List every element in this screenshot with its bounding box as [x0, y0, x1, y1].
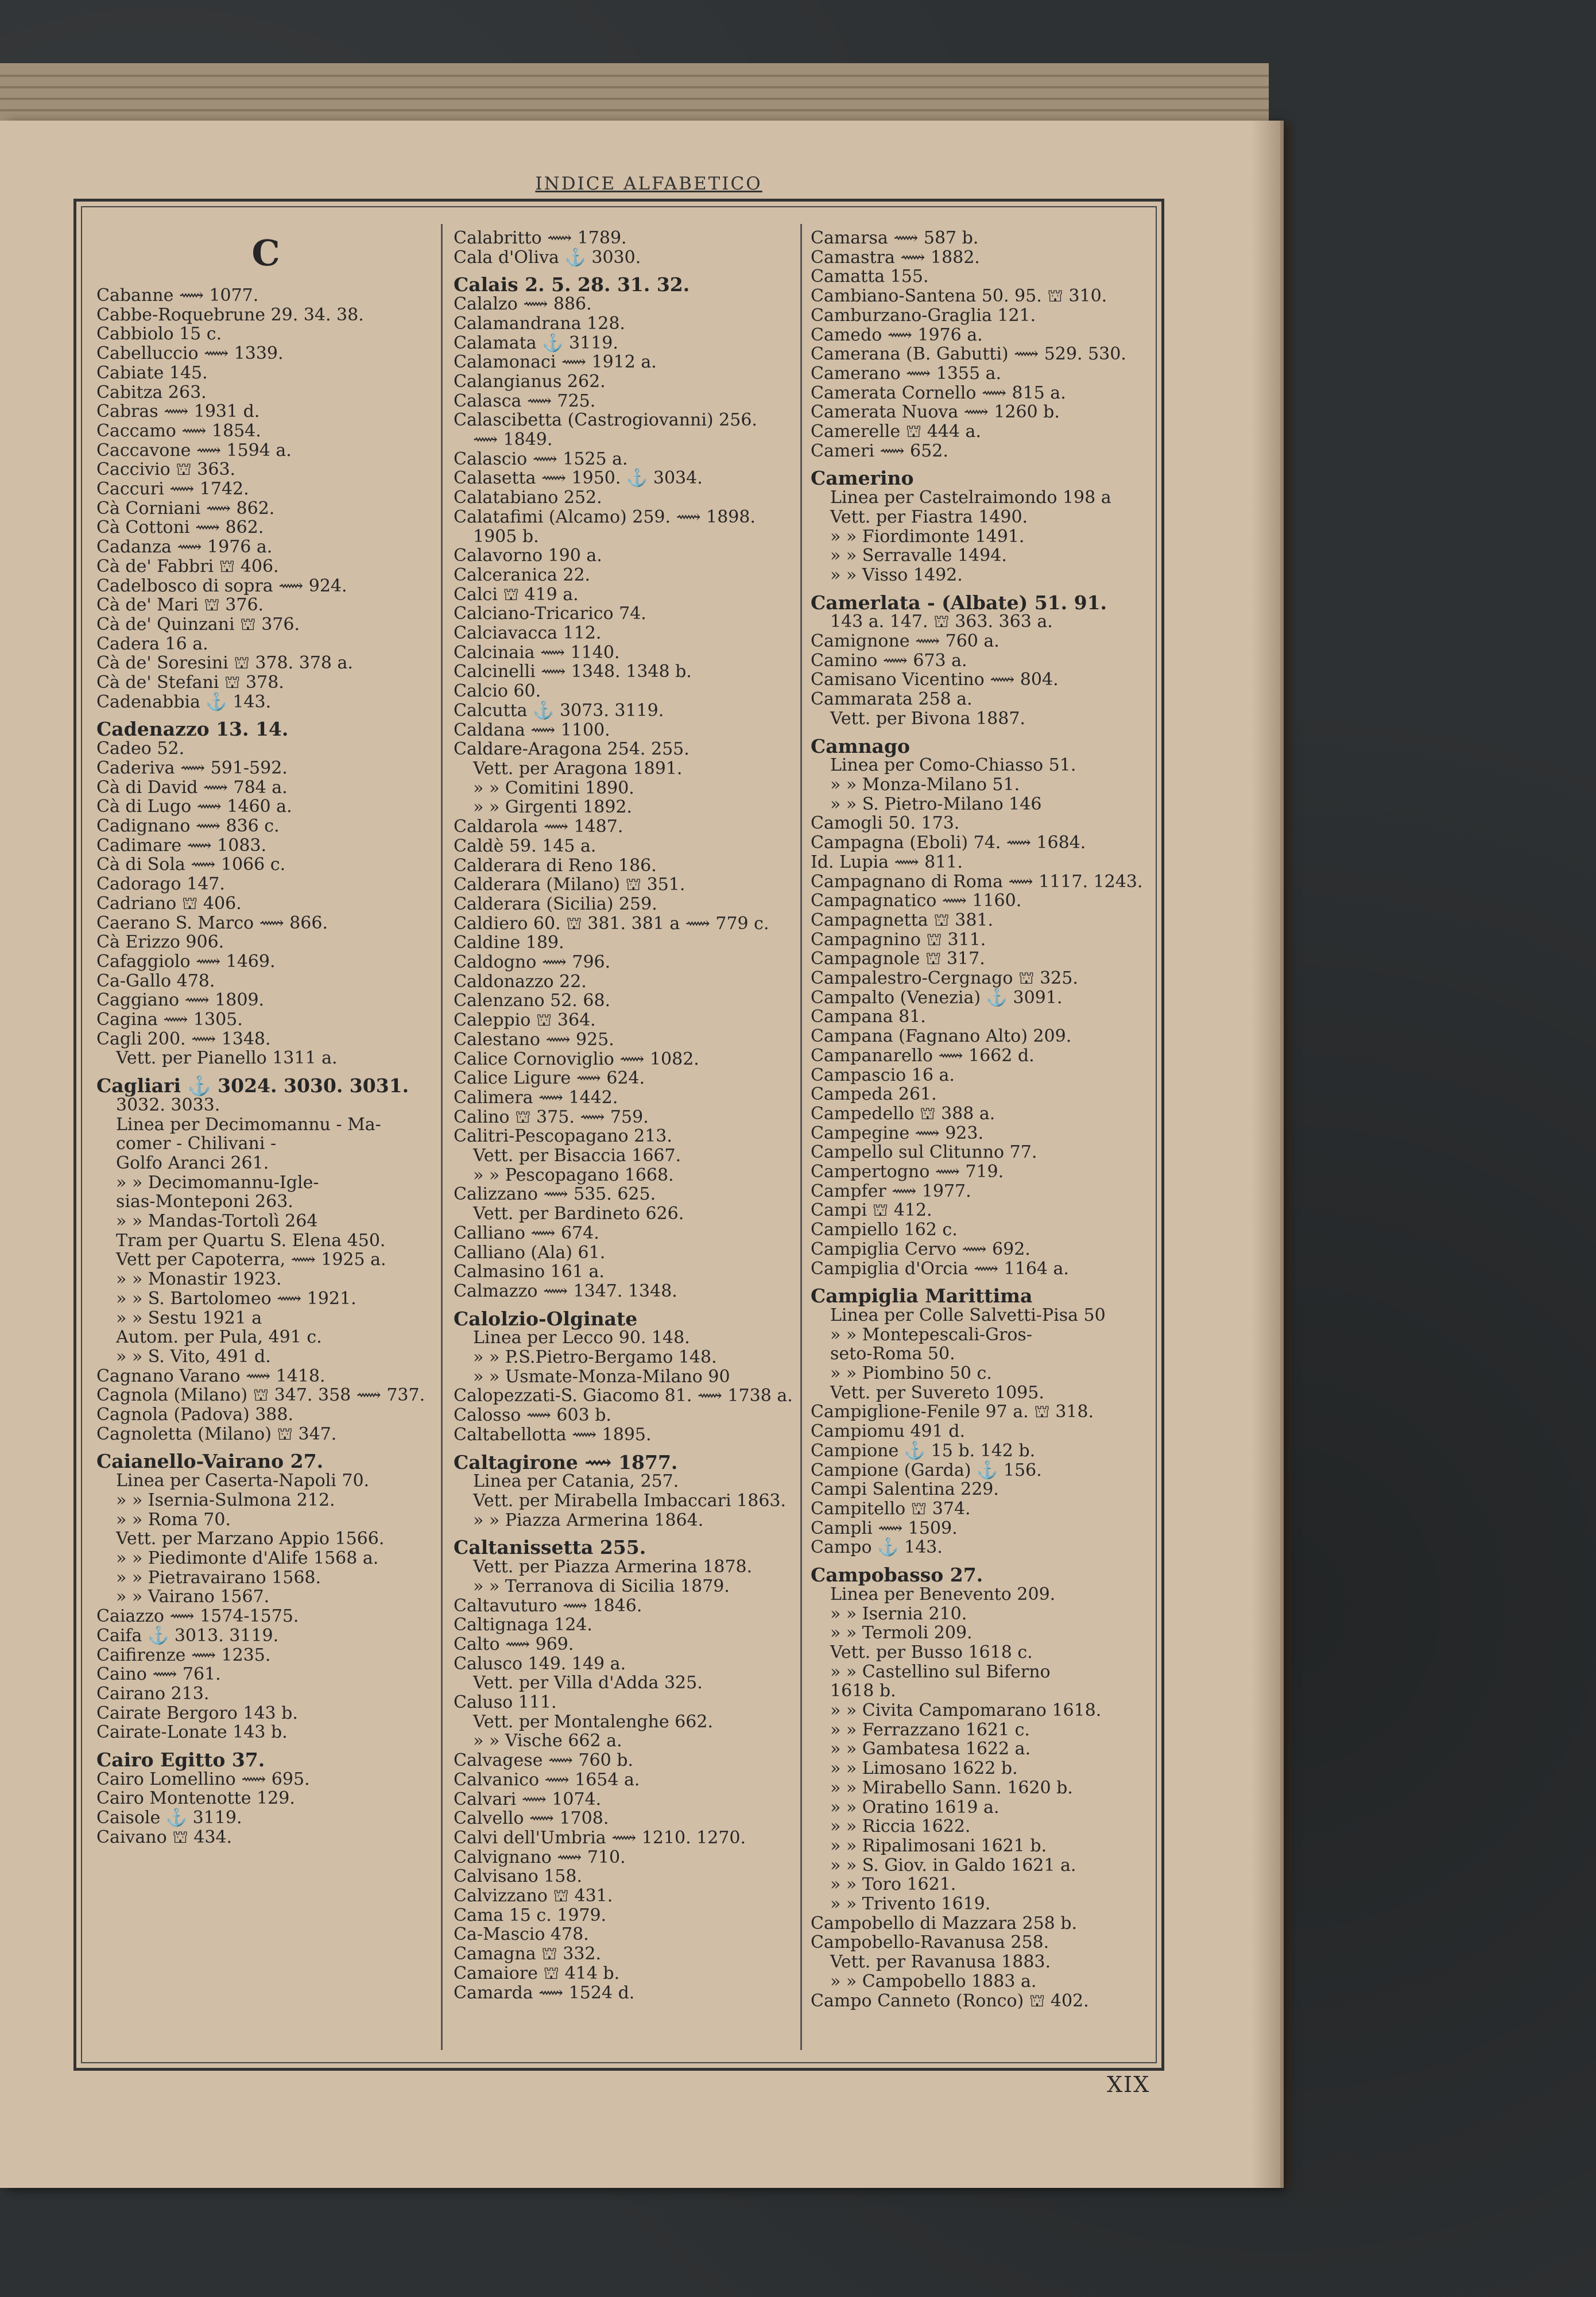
index-entry: Caccuri ⟿ 1742.: [96, 479, 249, 500]
index-entry: Campobasso 27.: [811, 1564, 983, 1587]
index-entry: Campanarello ⟿ 1662 d.: [811, 1045, 1035, 1066]
index-entry: Calciavacca 112.: [454, 623, 602, 644]
index-entry: Campertogno ⟿ 719.: [811, 1162, 1004, 1182]
index-entry: Caldana ⟿ 1100.: [454, 720, 610, 740]
index-entry: Cagina ⟿ 1305.: [96, 1010, 243, 1030]
index-entry: Caldè 59. 145 a.: [454, 836, 596, 856]
index-entry: Cadanza ⟿ 1976 a.: [96, 537, 273, 558]
index-entry: Vett. per Ravanusa 1883.: [830, 1952, 1051, 1973]
index-entry: Caccamo ⟿ 1854.: [96, 420, 261, 441]
index-entry: Campli ⟿ 1509.: [811, 1518, 958, 1538]
index-entry: Caltagirone ⟿ 1877.: [454, 1451, 678, 1474]
index-entry: Cadriano ⛫ 406.: [96, 893, 242, 914]
index-entry: » » Campobello 1883 a.: [830, 1971, 1037, 1991]
index-entry: comer - Chilivani -: [116, 1134, 277, 1154]
index-entry: Caiazzo ⟿ 1574-1575.: [96, 1606, 299, 1627]
index-entry: Calvi dell'Umbria ⟿ 1210. 1270.: [454, 1827, 746, 1848]
index-entry: Cagnoletta (Milano) ⛫ 347.: [96, 1424, 337, 1444]
index-entry: Camogli 50. 173.: [811, 813, 960, 834]
index-entry: Caluso 111.: [454, 1692, 557, 1713]
index-entry: » » Termoli 209.: [830, 1623, 973, 1644]
index-entry: Campalestro-Cergnago ⛫ 325.: [811, 968, 1078, 989]
index-entry: Cadenazzo 13. 14.: [96, 718, 289, 741]
index-entry: Camagna ⛫ 332.: [454, 1944, 602, 1965]
index-entry: Linea per Benevento 209.: [830, 1584, 1056, 1604]
column-divider: [800, 224, 802, 2050]
index-entry: Camisano Vicentino ⟿ 804.: [811, 670, 1059, 690]
index-entry: Cagliari ⚓ 3024. 3030. 3031.: [96, 1074, 409, 1097]
index-entry: Calino ⛫ 375. ⟿ 759.: [454, 1107, 649, 1127]
index-entry: Calangianus 262.: [454, 371, 606, 392]
index-entry: Campo ⚓ 143.: [811, 1537, 943, 1558]
index-entry: Calcutta ⚓ 3073. 3119.: [454, 700, 664, 721]
index-entry: Cabitza 263.: [96, 382, 207, 403]
index-entry: Caccavone ⟿ 1594 a.: [96, 440, 292, 461]
index-column-1: [96, 229, 435, 2049]
index-entry: » » Piedimonte d'Alife 1568 a.: [116, 1548, 379, 1568]
index-entry: Linea per Catania, 257.: [473, 1471, 679, 1492]
index-entry: Campione (Garda) ⚓ 156.: [811, 1460, 1042, 1480]
index-entry: Cadenabbia ⚓ 143.: [96, 691, 272, 712]
index-entry: Cà di David ⟿ 784 a.: [96, 777, 288, 798]
index-entry: Caltanissetta 255.: [454, 1536, 646, 1559]
index-entry: Campiglia Cervo ⟿ 692.: [811, 1239, 1031, 1259]
index-entry: Camedo ⟿ 1976 a.: [811, 324, 983, 345]
index-entry: Calusco 149. 149 a.: [454, 1653, 626, 1674]
index-entry: Calascibetta (Castrogiovanni) 256.: [454, 410, 757, 431]
index-entry: Linea per Lecco 90. 148.: [473, 1328, 690, 1348]
index-entry: Calatabiano 252.: [454, 488, 602, 508]
index-entry: Camerlata - (Albate) 51. 91.: [811, 591, 1107, 614]
index-entry: Caifa ⚓ 3013. 3119.: [96, 1625, 279, 1646]
index-entry: Campana (Fagnano Alto) 209.: [811, 1026, 1072, 1047]
index-entry: seto-Roma 50.: [830, 1344, 955, 1364]
index-entry: Calvizzano ⛫ 431.: [454, 1886, 613, 1907]
index-entry: » » Terranova di Sicilia 1879.: [473, 1576, 730, 1596]
index-entry: Campi Salentina 229.: [811, 1479, 999, 1500]
index-entry: Autom. per Pula, 491 c.: [116, 1327, 322, 1348]
index-entry: Cambiano-Santena 50. 95. ⛫ 310.: [811, 286, 1107, 307]
index-entry: Caifirenze ⟿ 1235.: [96, 1645, 271, 1665]
index-entry: Caggiano ⟿ 1809.: [96, 990, 265, 1011]
index-entry: Campalto (Venezia) ⚓ 3091.: [811, 987, 1063, 1008]
index-entry: Calasetta ⟿ 1950. ⚓ 3034.: [454, 468, 703, 489]
index-entry: Cairate-Lonate 143 b.: [96, 1722, 288, 1743]
index-entry: Calvignano ⟿ 710.: [454, 1847, 626, 1867]
index-entry: » » Mandas-Tortolì 264: [116, 1211, 318, 1232]
index-entry: Calavorno 190 a.: [454, 546, 602, 566]
index-entry: Campione ⚓ 15 b. 142 b.: [811, 1440, 1036, 1461]
index-entry: Linea per Como-Chiasso 51.: [830, 755, 1076, 776]
index-entry: 3032. 3033.: [116, 1095, 220, 1115]
index-entry: Vett. per Bisaccia 1667.: [473, 1146, 681, 1166]
index-entry: Cala d'Oliva ⚓ 3030.: [454, 247, 641, 268]
index-entry: » » Isernia-Sulmona 212.: [116, 1490, 335, 1510]
index-entry: Camerino: [811, 467, 914, 490]
index-entry: Campegine ⟿ 923.: [811, 1123, 983, 1143]
index-entry: Cabbiolo 15 c.: [96, 324, 222, 345]
index-entry: Cabiate 145.: [96, 362, 208, 383]
index-entry: Cadignano ⟿ 836 c.: [96, 815, 280, 836]
index-entry: Vett. per Bivona 1887.: [830, 708, 1025, 729]
running-head: INDICE ALFABETICO: [535, 173, 762, 194]
index-entry: Caleppio ⛫ 364.: [454, 1010, 596, 1031]
index-entry: Campiomu 491 d.: [811, 1421, 965, 1442]
index-entry: Vett. per Montalenghe 662.: [473, 1711, 714, 1732]
index-column-3: [811, 229, 1155, 2049]
index-entry: Cà de' Soresini ⛫ 378. 378 a.: [96, 653, 353, 674]
index-entry: » » Comitini 1890.: [473, 778, 634, 798]
page-gutter-shade: [1252, 121, 1292, 2188]
index-entry: Campiglione-Fenile 97 a. ⛫ 318.: [811, 1402, 1094, 1422]
index-entry: Cagnola (Padova) 388.: [96, 1405, 294, 1425]
index-entry: Camerata Cornello ⟿ 815 a.: [811, 382, 1066, 403]
index-entry: Vett per Capoterra, ⟿ 1925 a.: [116, 1250, 386, 1270]
index-entry: Cà Erizzo 906.: [96, 932, 224, 953]
index-entry: Cairano 213.: [96, 1683, 210, 1704]
index-entry: Calice Ligure ⟿ 624.: [454, 1068, 645, 1089]
index-entry: Campagnole ⛫ 317.: [811, 949, 985, 969]
index-entry: » » Decimomannu-Igle-: [116, 1172, 319, 1193]
index-entry: Calolzio-Olginate: [454, 1307, 638, 1330]
index-entry: » » Isernia 210.: [830, 1603, 967, 1624]
index-entry: » » Gambatesa 1622 a.: [830, 1739, 1031, 1760]
index-entry: Calimera ⟿ 1442.: [454, 1087, 618, 1108]
index-entry: Calvagese ⟿ 760 b.: [454, 1750, 633, 1771]
index-entry: Campiello 162 c.: [811, 1220, 958, 1240]
index-entry: Caivano ⛫ 434.: [96, 1827, 233, 1847]
index-entry: Calliano (Ala) 61.: [454, 1242, 606, 1263]
index-entry: Campello sul Clitunno 77.: [811, 1142, 1037, 1163]
index-entry: 143 a. 147. ⛫ 363. 363 a.: [830, 612, 1053, 632]
index-entry: Caldonazzo 22.: [454, 971, 587, 992]
index-entry: sias-Monteponi 263.: [116, 1192, 293, 1212]
index-entry: » » Vische 662 a.: [473, 1731, 622, 1751]
index-entry: Campagnino ⛫ 311.: [811, 929, 986, 950]
index-entry: Cairo Egitto 37.: [96, 1749, 265, 1772]
index-entry: » » Pietravairano 1568.: [116, 1567, 321, 1588]
index-entry: Calice Cornoviglio ⟿ 1082.: [454, 1049, 699, 1069]
index-entry: Calmasino 161 a.: [454, 1262, 605, 1282]
index-entry: Campagnetta ⛫ 381.: [811, 910, 994, 930]
index-entry: Caisole ⚓ 3119.: [96, 1808, 242, 1828]
index-entry: » » Girgenti 1892.: [473, 797, 633, 818]
index-entry: » » S. Vito, 491 d.: [116, 1346, 271, 1367]
index-entry: Cabanne ⟿ 1077.: [96, 285, 259, 306]
index-entry: Campana 81.: [811, 1007, 926, 1027]
index-entry: Calvanico ⟿ 1654 a.: [454, 1769, 640, 1790]
index-entry: Camerelle ⛫ 444 a.: [811, 421, 981, 442]
index-entry: Campitello ⛫ 374.: [811, 1499, 971, 1519]
index-entry: Campiglia Marittima: [811, 1285, 1033, 1308]
index-entry: Calceranica 22.: [454, 564, 591, 585]
index-entry: Calamandrana 128.: [454, 313, 625, 334]
index-entry: » » Vairano 1567.: [116, 1587, 270, 1607]
index-entry: » » Toro 1621.: [830, 1874, 956, 1895]
index-entry: » » Castellino sul Biferno: [830, 1661, 1051, 1682]
index-entry: Cadelbosco di sopra ⟿ 924.: [96, 575, 347, 596]
index-entry: Linea per Colle Salvetti-Pisa 50: [830, 1305, 1106, 1325]
index-entry: Caldine 189.: [454, 933, 564, 953]
index-entry: » » Ripalimosani 1621 b.: [830, 1835, 1047, 1856]
index-entry: Campeda 261.: [811, 1084, 937, 1105]
index-entry: » » Monza-Milano 51.: [830, 774, 1020, 795]
index-entry: Caldarola ⟿ 1487.: [454, 817, 623, 837]
index-entry: » » Montepescali-Gros-: [830, 1324, 1032, 1345]
index-entry: » » Serravalle 1494.: [830, 546, 1007, 566]
index-entry: Campedello ⛫ 388 a.: [811, 1103, 995, 1124]
index-entry: Vett. per Villa d'Adda 325.: [473, 1673, 703, 1693]
index-entry: » » Roma 70.: [116, 1509, 231, 1530]
index-entry: Campiglia d'Orcia ⟿ 1164 a.: [811, 1258, 1069, 1279]
index-entry: Ca-Gallo 478.: [96, 970, 215, 991]
index-entry: Campascio 16 a.: [811, 1065, 955, 1085]
index-entry: Caldare-Aragona 254. 255.: [454, 739, 689, 760]
index-entry: Campo Canneto (Ronco) ⛫ 402.: [811, 1990, 1089, 2011]
index-entry: Calalzo ⟿ 886.: [454, 294, 592, 315]
index-entry: Calenzano 52. 68.: [454, 991, 611, 1011]
index-entry: Cameri ⟿ 652.: [811, 440, 948, 461]
index-entry: Calamata ⚓ 3119.: [454, 332, 618, 353]
index-entry: Vett. per Fiastra 1490.: [830, 506, 1028, 527]
index-entry: Calosso ⟿ 603 b.: [454, 1405, 611, 1426]
index-entry: Cagli 200. ⟿ 1348.: [96, 1028, 271, 1049]
index-entry: Cabelluccio ⟿ 1339.: [96, 343, 284, 364]
index-entry: Camnago: [811, 734, 911, 757]
index-entry: Calestano ⟿ 925.: [454, 1029, 614, 1050]
index-entry: » » Trivento 1619.: [830, 1894, 991, 1915]
index-entry: » » Ferrazzano 1621 c.: [830, 1719, 1030, 1740]
index-entry: Caino ⟿ 761.: [96, 1664, 221, 1685]
index-entry: Calderara (Milano) ⛫ 351.: [454, 875, 685, 895]
index-entry: Linea per Castelraimondo 198 a: [830, 488, 1111, 508]
index-entry: Calcio 60.: [454, 681, 541, 702]
index-entry: Cà de' Fabbri ⛫ 406.: [96, 556, 279, 577]
index-entry: Cairo Lomellino ⟿ 695.: [96, 1769, 310, 1789]
index-entry: Calascio ⟿ 1525 a.: [454, 448, 628, 469]
index-entry: Caldiero 60. ⛫ 381. 381 a ⟿ 779 c.: [454, 913, 769, 934]
index-entry: Camaiore ⛫ 414 b.: [454, 1963, 620, 1983]
index-entry: Calderara (Sicilia) 259.: [454, 894, 657, 914]
index-entry: 1618 b.: [830, 1681, 896, 1702]
index-entry: » » Limosano 1622 b.: [830, 1758, 1018, 1779]
index-entry: Calcinaia ⟿ 1140.: [454, 642, 620, 663]
index-entry: Caianello-Vairano 27.: [96, 1450, 324, 1473]
index-entry: Calliano ⟿ 674.: [454, 1223, 599, 1243]
section-letter: C: [251, 232, 280, 274]
index-entry: Calderara di Reno 186.: [454, 855, 657, 876]
index-entry: Calciano-Tricarico 74.: [454, 604, 646, 624]
index-entry: Vett. per Suvereto 1095.: [830, 1382, 1044, 1403]
index-entry: Cà di Sola ⟿ 1066 c.: [96, 854, 286, 875]
index-entry: Vett. per Mirabella Imbaccari 1863.: [473, 1491, 787, 1511]
index-entry: » » Fiordimonte 1491.: [830, 526, 1025, 547]
index-entry: Campobello-Ravanusa 258.: [811, 1932, 1049, 1953]
page-number: XIX: [1107, 2072, 1150, 2097]
index-entry: Caltavuturo ⟿ 1846.: [454, 1595, 642, 1616]
index-entry: Id. Lupia ⟿ 811.: [811, 852, 963, 872]
index-entry: » » Usmate-Monza-Milano 90: [473, 1366, 730, 1387]
index-entry: Campfer ⟿ 1977.: [811, 1181, 971, 1201]
index-entry: Linea per Caserta-Napoli 70.: [116, 1471, 370, 1491]
index-entry: Camastra ⟿ 1882.: [811, 247, 980, 268]
index-entry: Vett. per Pianello 1311 a.: [116, 1048, 338, 1069]
index-entry: Camerano ⟿ 1355 a.: [811, 363, 1002, 384]
index-entry: Vett. per Aragona 1891.: [473, 758, 683, 779]
index-entry: Tram per Quartu S. Elena 450.: [116, 1230, 386, 1251]
index-entry: Calmazzo ⟿ 1347. 1348.: [454, 1281, 677, 1301]
index-entry: Cammarata 258 a.: [811, 689, 973, 710]
index-entry: » » Sestu 1921 a: [116, 1308, 262, 1328]
index-entry: Linea per Decimomannu - Ma-: [116, 1114, 381, 1135]
index-entry: Cafaggiolo ⟿ 1469.: [96, 951, 276, 972]
index-column-2: [454, 229, 798, 2049]
index-entry: Cagnola (Milano) ⛫ 347. 358 ⟿ 737.: [96, 1385, 425, 1406]
index-entry: » » Riccia 1622.: [830, 1816, 971, 1837]
index-entry: » » S. Giov. in Galdo 1621 a.: [830, 1855, 1076, 1876]
index-entry: » » Visso 1492.: [830, 564, 963, 585]
index-entry: Cairo Montenotte 129.: [96, 1788, 295, 1809]
index-entry: Calvello ⟿ 1708.: [454, 1808, 609, 1829]
index-entry: Vett. per Bardineto 626.: [473, 1204, 684, 1224]
index-entry: Caltignaga 124.: [454, 1615, 592, 1635]
index-entry: Ca-Mascio 478.: [454, 1924, 589, 1945]
index-entry: Campobello di Mazzara 258 b.: [811, 1913, 1078, 1933]
index-entry: Vett. per Busso 1618 c.: [830, 1642, 1033, 1662]
index-entry: Caderiva ⟿ 591-592.: [96, 757, 288, 778]
index-entry: Cadeo 52.: [96, 738, 185, 759]
index-entry: Cà Cottoni ⟿ 862.: [96, 517, 264, 538]
index-entry: Calais 2. 5. 28. 31. 32.: [454, 273, 690, 296]
index-entry: Cabras ⟿ 1931 d.: [96, 401, 260, 422]
index-entry: 1905 b.: [473, 526, 539, 547]
index-entry: Calto ⟿ 969.: [454, 1634, 574, 1654]
index-entry: Calitri-Pescopagano 213.: [454, 1126, 672, 1147]
index-entry: Calcinelli ⟿ 1348. 1348 b.: [454, 662, 692, 682]
index-entry: Cabbe-Roquebrune 29. 34. 38.: [96, 304, 364, 325]
index-entry: Calopezzati-S. Giacomo 81. ⟿ 1738 a.: [454, 1386, 793, 1406]
index-entry: Campagna (Eboli) 74. ⟿ 1684.: [811, 833, 1086, 853]
index-entry: Calvisano 158.: [454, 1866, 582, 1887]
index-entry: Vett. per Piazza Armerina 1878.: [473, 1557, 753, 1577]
index-entry: Cama 15 c. 1979.: [454, 1905, 607, 1925]
index-entry: Cà de' Stefani ⛫ 378.: [96, 672, 284, 693]
index-entry: Caerano S. Marco ⟿ 866.: [96, 912, 328, 933]
index-entry: Cà di Lugo ⟿ 1460 a.: [96, 796, 292, 817]
index-entry: Cadera 16 a.: [96, 633, 208, 654]
index-entry: Calvari ⟿ 1074.: [454, 1789, 602, 1809]
index-entry: » » Mirabello Sann. 1620 b.: [830, 1777, 1073, 1798]
index-entry: Calci ⛫ 419 a.: [454, 584, 579, 605]
index-entry: Caccivio ⛫ 363.: [96, 459, 236, 480]
index-entry: Cà de' Mari ⛫ 376.: [96, 595, 264, 616]
index-entry: Calasca ⟿ 725.: [454, 390, 596, 411]
index-entry: Cadimare ⟿ 1083.: [96, 835, 267, 856]
index-entry: Camatta 155.: [811, 266, 929, 287]
index-entry: Calatafimi (Alcamo) 259. ⟿ 1898.: [454, 506, 756, 527]
index-entry: Camino ⟿ 673 a.: [811, 650, 967, 671]
index-entry: Camignone ⟿ 760 a.: [811, 631, 1000, 652]
index-entry: Cagnano Varano ⟿ 1418.: [96, 1366, 326, 1386]
index-entry: Camburzano-Graglia 121.: [811, 305, 1036, 326]
index-entry: » » P.S.Pietro-Bergamo 148.: [473, 1347, 717, 1368]
index-entry: » » S. Bartolomeo ⟿ 1921.: [116, 1288, 357, 1309]
index-entry: Calamonaci ⟿ 1912 a.: [454, 352, 657, 373]
index-entry: » » Pescopagano 1668.: [473, 1165, 674, 1185]
index-entry: » » Oratino 1619 a.: [830, 1797, 1000, 1818]
index-entry: » » Monastir 1923.: [116, 1269, 282, 1290]
index-entry: » » Piazza Armerina 1864.: [473, 1510, 704, 1530]
index-entry: Vett. per Marzano Appio 1566.: [116, 1529, 385, 1549]
index-entry: Camerana (B. Gabutti) ⟿ 529. 530.: [811, 344, 1126, 365]
column-divider: [441, 224, 443, 2050]
index-entry: Calabritto ⟿ 1789.: [454, 229, 627, 248]
index-entry: » » Piombino 50 c.: [830, 1363, 992, 1384]
index-entry: Cairate Bergoro 143 b.: [96, 1703, 298, 1723]
index-entry: Campi ⛫ 412.: [811, 1200, 932, 1221]
index-entry: Cà de' Quinzani ⛫ 376.: [96, 614, 300, 635]
index-entry: » » S. Pietro-Milano 146: [830, 794, 1042, 814]
index-entry: Campagnatico ⟿ 1160.: [811, 891, 1022, 911]
index-entry: Campagnano di Roma ⟿ 1117. 1243.: [811, 871, 1143, 892]
index-entry: Camarsa ⟿ 587 b.: [811, 229, 979, 248]
index-entry: Cadorago 147.: [96, 874, 225, 895]
index-entry: Cà Corniani ⟿ 862.: [96, 498, 275, 519]
index-entry: ⟿ 1849.: [473, 430, 553, 450]
index-entry: Caltabellotta ⟿ 1895.: [454, 1424, 652, 1445]
index-entry: Camarda ⟿ 1524 d.: [454, 1982, 635, 2003]
index-entry: » » Civita Campomarano 1618.: [830, 1700, 1102, 1721]
index-entry: Calizzano ⟿ 535. 625.: [454, 1184, 656, 1205]
index-entry: Caldogno ⟿ 796.: [454, 952, 611, 973]
index-entry: Golfo Aranci 261.: [116, 1153, 269, 1173]
index-entry: Camerata Nuova ⟿ 1260 b.: [811, 402, 1060, 423]
